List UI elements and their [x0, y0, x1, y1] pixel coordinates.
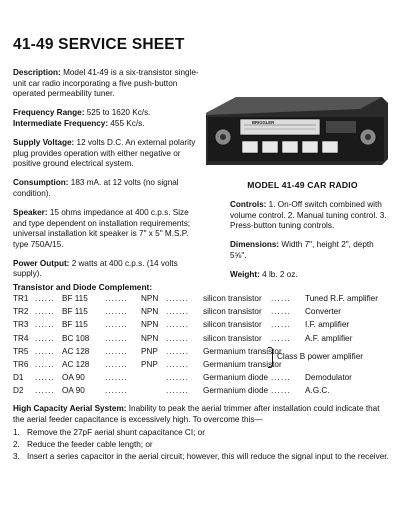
controls-text: 1. On-Off switch combined with volume control. 2. Manual tuning control. 3. Press-button tuning controls. — [230, 200, 387, 231]
dimensions-para — [230, 240, 390, 261]
component-description: Germanium transistor — [203, 346, 282, 356]
leader-dots: ...... — [35, 386, 55, 396]
description-text: Model 41-49 is a six-transistor single-unit car radio incorporating a five push-button operated permeability tuner. — [13, 68, 199, 99]
specs-left-column — [13, 68, 201, 289]
component-function: Tuned R.F. amplifier — [305, 294, 378, 303]
supply-voltage-label: Supply Voltage: — [13, 137, 75, 147]
radio-caption: MODEL 41-49 CAR RADIO — [247, 180, 358, 190]
leader-dots: ....... — [166, 373, 189, 383]
leader-dots: ...... — [271, 386, 291, 396]
if-para — [13, 119, 201, 130]
power-output-para — [13, 259, 201, 280]
list-item-text: Reduce the feeder cable length; or — [27, 440, 153, 450]
component-type: AC 128 — [62, 359, 90, 369]
leader-dots: ....... — [105, 333, 128, 343]
controls-para — [230, 200, 390, 232]
intermediate-frequency-text: 455 Kc/s. — [110, 118, 145, 128]
leader-dots: ...... — [35, 307, 55, 317]
list-item-number: 3. — [13, 452, 20, 462]
frequency-range-label: Frequency Range: — [13, 108, 85, 118]
page-title: 41-49 SERVICE SHEET — [13, 36, 185, 53]
leader-dots: ...... — [271, 333, 291, 343]
component-description: silicon transistor — [203, 294, 262, 303]
component-type: OA 90 — [62, 373, 85, 383]
supply-voltage-text: 12 volts D.C. An external polarity plug provides operation with either negative or positive ground electrical system. — [13, 137, 196, 169]
leader-dots: ....... — [105, 373, 128, 383]
preset-button-1 — [242, 141, 258, 153]
specs-right-column — [230, 200, 390, 289]
list-item-number: 2. — [13, 440, 20, 450]
leader-dots: ....... — [105, 294, 128, 303]
leader-dots: ...... — [35, 346, 55, 356]
component-description: Germanium diode — [203, 373, 269, 383]
component-polarity: PNP — [141, 359, 158, 369]
list-item-text: Insert a series capacitor in the aerial circuit; however, this will reduce the signal input to the receiver. — [27, 452, 389, 462]
preset-button-5 — [322, 141, 338, 153]
controls-label: Controls: — [230, 200, 267, 209]
leader-dots: ...... — [271, 320, 291, 330]
component-ref: TR2 — [13, 307, 29, 317]
component-description: silicon transistor — [203, 307, 262, 317]
component-type: OA 90 — [62, 386, 85, 396]
speaker-text: 15 ohms impedance at 400 c.p.s. Size and type dependent on installation requirements; universal installation kit speaker is 7" x 5" M.S.P. type 750A/15. — [13, 207, 191, 249]
leader-dots: ....... — [105, 359, 128, 369]
list-item — [13, 440, 393, 451]
leader-dots: ....... — [166, 346, 189, 356]
component-function: Converter — [305, 307, 341, 317]
list-item — [13, 428, 393, 439]
component-ref: D1 — [13, 373, 24, 383]
frequency-para — [13, 108, 201, 119]
description-para — [13, 68, 201, 100]
aerial-section — [13, 404, 393, 464]
list-item — [13, 452, 393, 463]
power-output-label: Power Output: — [13, 258, 70, 268]
consumption-text: 183 mA. at 12 volts (no signal condition). — [13, 178, 179, 198]
component-description: Germanium transistor — [203, 359, 282, 369]
leader-dots: ....... — [166, 307, 189, 317]
description-label: Description: — [13, 68, 61, 77]
speaker-para — [13, 208, 201, 250]
component-type: AC 128 — [62, 346, 90, 356]
component-ref: TR3 — [13, 320, 29, 330]
leader-dots: ...... — [271, 307, 291, 317]
leader-dots: ....... — [105, 346, 128, 356]
leader-dots: ....... — [105, 386, 128, 396]
leader-dots: ....... — [166, 320, 189, 330]
preset-button-3 — [282, 141, 298, 153]
supply-voltage-para — [13, 138, 201, 170]
radio-brand-text: BRIGGLER — [252, 120, 275, 125]
component-polarity: NPN — [141, 333, 159, 343]
component-polarity: PNP — [141, 346, 158, 356]
component-description: Germanium diode — [203, 386, 269, 396]
leader-dots: ....... — [166, 333, 189, 343]
component-function: Demodulator — [305, 373, 352, 383]
frequency-range-text: 525 to 1620 Kc/s. — [86, 108, 151, 118]
leader-dots: ....... — [166, 359, 189, 369]
leader-dots: ....... — [105, 320, 128, 330]
component-polarity: NPN — [141, 320, 159, 330]
power-output-text: 2 watts at 400 c.p.s. (14 volts supply). — [13, 258, 178, 279]
consumption-para — [13, 178, 201, 199]
component-function: I.F. amplifier — [305, 320, 350, 330]
weight-label: Weight: — [230, 269, 260, 279]
component-description: silicon transistor — [203, 333, 262, 343]
component-ref: TR5 — [13, 346, 29, 356]
component-polarity: NPN — [141, 294, 159, 303]
aerial-text: Inability to peak the aerial trimmer after installation could indicate that the aerial feeder capacitance is excessively high. To overcome this— — [13, 404, 380, 424]
component-ref: TR6 — [13, 359, 29, 369]
leader-dots: ....... — [105, 307, 128, 317]
leader-dots: ...... — [35, 359, 55, 369]
leader-dots: ...... — [35, 294, 55, 303]
leader-dots: ....... — [166, 294, 189, 303]
aerial-remedies-list — [13, 428, 393, 463]
component-function: A.F. amplifier — [305, 333, 353, 343]
leader-dots: ...... — [35, 333, 55, 343]
component-polarity: NPN — [141, 307, 159, 317]
list-item-number: 1. — [13, 428, 20, 438]
preset-button-2 — [262, 141, 278, 153]
components-heading: Transistor and Diode Complement: — [13, 282, 153, 292]
preset-button-4 — [302, 141, 318, 153]
component-type: BF 115 — [62, 307, 88, 317]
component-function: A.G.C. — [305, 386, 330, 396]
leader-dots: ...... — [271, 294, 291, 303]
intermediate-frequency-label: Intermediate Frequency: — [13, 118, 109, 128]
dimensions-label: Dimensions: — [230, 240, 280, 250]
dimensions-text: Width 7", height 2", depth 5⅝". — [230, 240, 374, 260]
weight-text: 4 lb. 2 oz. — [262, 269, 298, 279]
car-radio-illustration — [200, 95, 390, 167]
speaker-label: Speaker: — [13, 207, 48, 217]
class-b-bracket — [268, 347, 273, 368]
aerial-label: High Capacity Aerial System: — [13, 404, 127, 413]
component-type: BC 108 — [62, 333, 90, 343]
component-ref: D2 — [13, 386, 24, 396]
leader-dots: ...... — [271, 373, 291, 383]
component-ref: TR1 — [13, 294, 29, 303]
component-type: BF 115 — [62, 320, 88, 330]
component-type: BF 115 — [62, 294, 88, 303]
class-b-label: Class B power amplifier — [277, 352, 363, 361]
list-item-text: Remove the 27pF aerial shunt capacitance CI; or — [27, 428, 205, 438]
component-description: silicon transistor — [203, 320, 262, 330]
component-ref: TR4 — [13, 333, 29, 343]
leader-dots: ...... — [35, 373, 55, 383]
leader-dots: ...... — [35, 320, 55, 330]
leader-dots: ....... — [166, 386, 189, 396]
weight-para — [230, 270, 390, 281]
consumption-label: Consumption: — [13, 178, 69, 188]
